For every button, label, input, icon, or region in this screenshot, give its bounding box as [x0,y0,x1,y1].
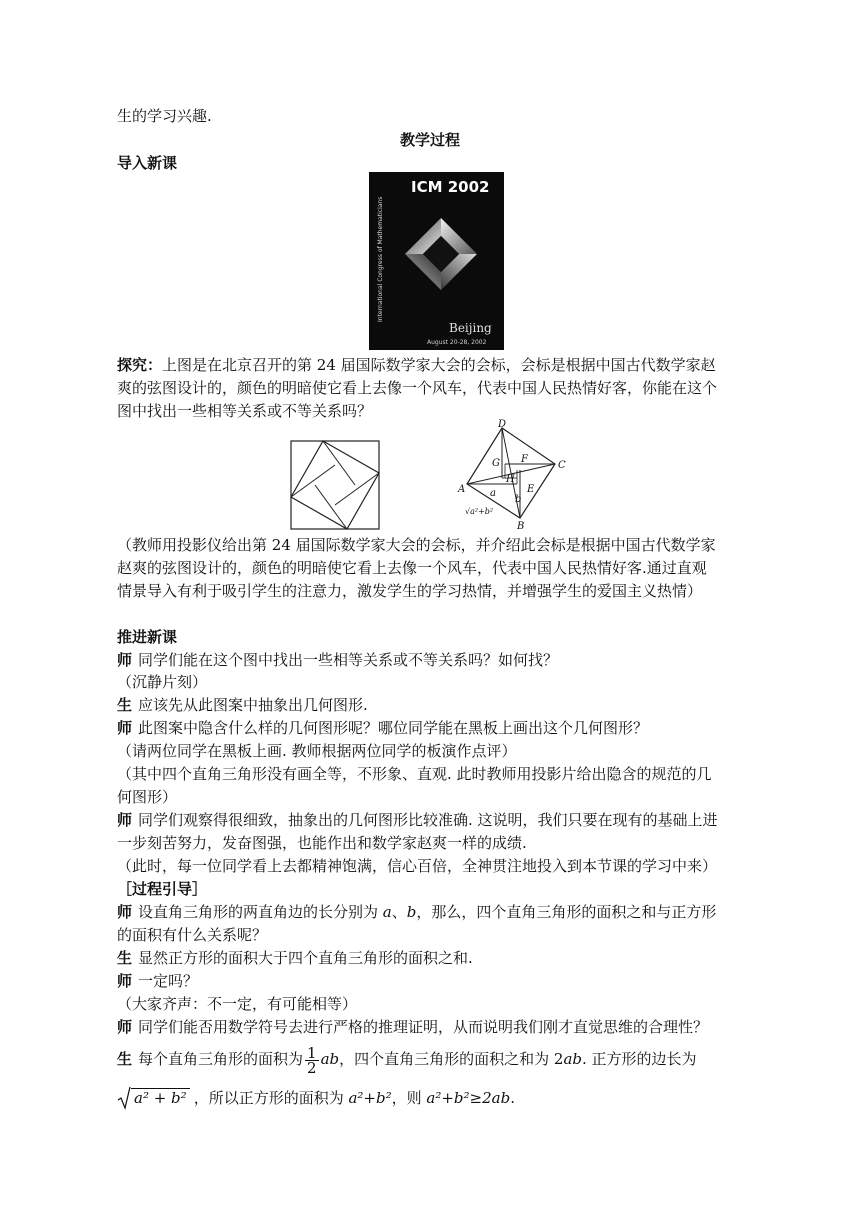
student-line-4 [117,1088,515,1108]
teacher-text-4a: 设直角三角形的两直角边的长分别为 [138,903,383,921]
var-ab-2: ab [563,1050,582,1068]
pause-note: （沉静片刻） [117,673,208,691]
student-text-1: 应该先从此图案中抽象出几何图形. [138,696,368,714]
speaker-student: 生 [117,696,133,714]
explore-line-2: 爽的弦图设计的，颜色的明暗使它看上去像一个风车，代表中国人民热情好客，你能在这个 [117,379,718,397]
label-D: D [498,419,507,430]
note1-line-3: 情景导入有利于吸引学生的注意力，激发学生的学习热情，并增强学生的爱国主义热情） [117,582,703,600]
period: . [510,1089,515,1107]
var-a: a [382,903,392,921]
speaker-teacher: 师 [117,903,133,921]
sep: 、 [391,903,407,921]
expr-a2-b2: a²+b² [348,1089,392,1107]
speaker-student: 生 [117,949,133,967]
speaker-teacher: 师 [117,719,133,737]
teacher-text-1: 同学们能在这个图中找出一些相等关系或不等关系吗？如何找？ [138,651,559,669]
expr-inequality: a²+b²≥2ab [426,1089,511,1107]
fraction-numerator: 1 [307,1043,317,1062]
fraction-one-half [305,1043,319,1077]
projection-note-1: （其中四个直角三角形没有画全等，不形象、直观. 此时教师用投影片给出隐含的规范的几 [117,765,712,783]
student-text-3c: . 正方形的边长为 [582,1050,697,1068]
label-F: F [521,454,528,465]
teacher-line-1 [117,650,558,670]
speaker-student: 生 [117,1050,133,1068]
radical-sign-icon [117,1086,131,1110]
explore-line-1 [117,355,716,375]
projection-note-2: 何图形） [117,788,178,806]
speaker-teacher: 师 [117,651,133,669]
teacher-text-3a: 同学们观察得很细致，抽象出的几何图形比较准确. 这说明，我们只要在现有的基础上进 [138,811,718,829]
teacher-line-3b: 一步刻苦努力，发奋图强，也能作出和数学家赵爽一样的成绩. [117,834,527,852]
label-a: a [490,488,496,499]
teacher-line-6 [117,1017,708,1037]
logo-title: ICM 2002 [411,178,490,196]
student-text-2: 显然正方形的面积大于四个直角三角形的面积之和. [138,949,473,967]
var-ab: ab [320,1050,340,1068]
chorus-note: （大家齐声：不一定，有可能相等） [117,995,358,1013]
intro-tail: 生的学习兴趣. [117,107,212,125]
explore-text-1: 上图是在北京召开的第 24 届国际数学家大会的会标，会标是根据中国古代数学家赵 [162,356,716,374]
explore-label: 探究： [117,356,163,374]
teacher-line-3 [117,810,718,830]
student-line-3 [117,1042,697,1076]
heading-advance: 推进新课 [117,628,178,646]
speaker-teacher: 师 [117,972,133,990]
label-b: b [515,494,522,505]
student-line-2 [117,948,473,968]
teacher-text-4b: ，那么，四个直角三角形的面积之和与正方形 [416,903,717,921]
radicand: a² + b² [131,1088,190,1107]
label-A: A [458,484,466,495]
label-hypotenuse: √a²+b² [465,507,494,516]
sqrt-expression [117,1088,190,1108]
logo-city: Beijing [449,321,492,335]
icm-logo-image [369,172,504,350]
label-C: C [558,460,566,471]
logo-side-text: International Congress of Mathematicians [377,196,384,322]
label-H: H [506,474,515,485]
blackboard-note: （请两位同学在黑板上画. 教师根据两位同学的板演作点评） [117,742,517,760]
section-title: 教学过程 [399,131,460,149]
var-b: b [406,903,417,921]
note1-line-1: （教师用投影仪给出第 24 届国际数学家大会的会标，并介绍此会标是根据中国古代数学家 [117,536,716,554]
class-mood-note: （此时，每一位同学看上去都精神饱满，信心百倍，全神贯注地投入到本节课的学习中来） [117,857,718,875]
zhao-shuang-square-figure [290,440,380,530]
student-line-1 [117,695,368,715]
student-text-3a: 每个直角三角形的面积为 [138,1050,304,1068]
fraction-denominator: 2 [307,1058,317,1077]
student-text-4a: ，所以正方形的面积为 [193,1089,349,1107]
note1-line-2: 赵爽的弦图设计的，颜色的明暗使它看上去像一个风车，代表中国人民热情好客.通过直观 [117,559,707,577]
speaker-teacher: 师 [117,1018,133,1036]
student-text-3b: ，四个直角三角形的面积之和为 2 [339,1050,564,1068]
teacher-line-5 [117,971,198,991]
teacher-line-4b: 的面积有什么关系呢？ [117,926,268,944]
teacher-text-5: 一定吗？ [138,972,199,990]
label-B: B [517,521,525,532]
speaker-teacher: 师 [117,811,133,829]
teacher-text-6: 同学们能否用数学符号去进行严格的推理证明，从而说明我们刚才直觉思维的合理性？ [138,1018,709,1036]
explore-line-3: 图中找出一些相等关系或不等关系吗？ [117,402,373,420]
heading-import: 导入新课 [117,154,178,172]
process-heading: ［过程引导］ [117,880,208,898]
teacher-line-2 [117,718,648,738]
teacher-text-2: 此图案中隐含什么样的几何图形呢？哪位同学能在黑板上画出这个几何图形？ [138,719,649,737]
label-E: E [527,484,535,495]
labelled-geometry-figure [455,418,575,532]
label-G: G [492,458,500,469]
student-text-4b: ，则 [391,1089,427,1107]
logo-dates: August 20-28, 2002 [427,339,487,346]
teacher-line-4 [117,902,716,922]
